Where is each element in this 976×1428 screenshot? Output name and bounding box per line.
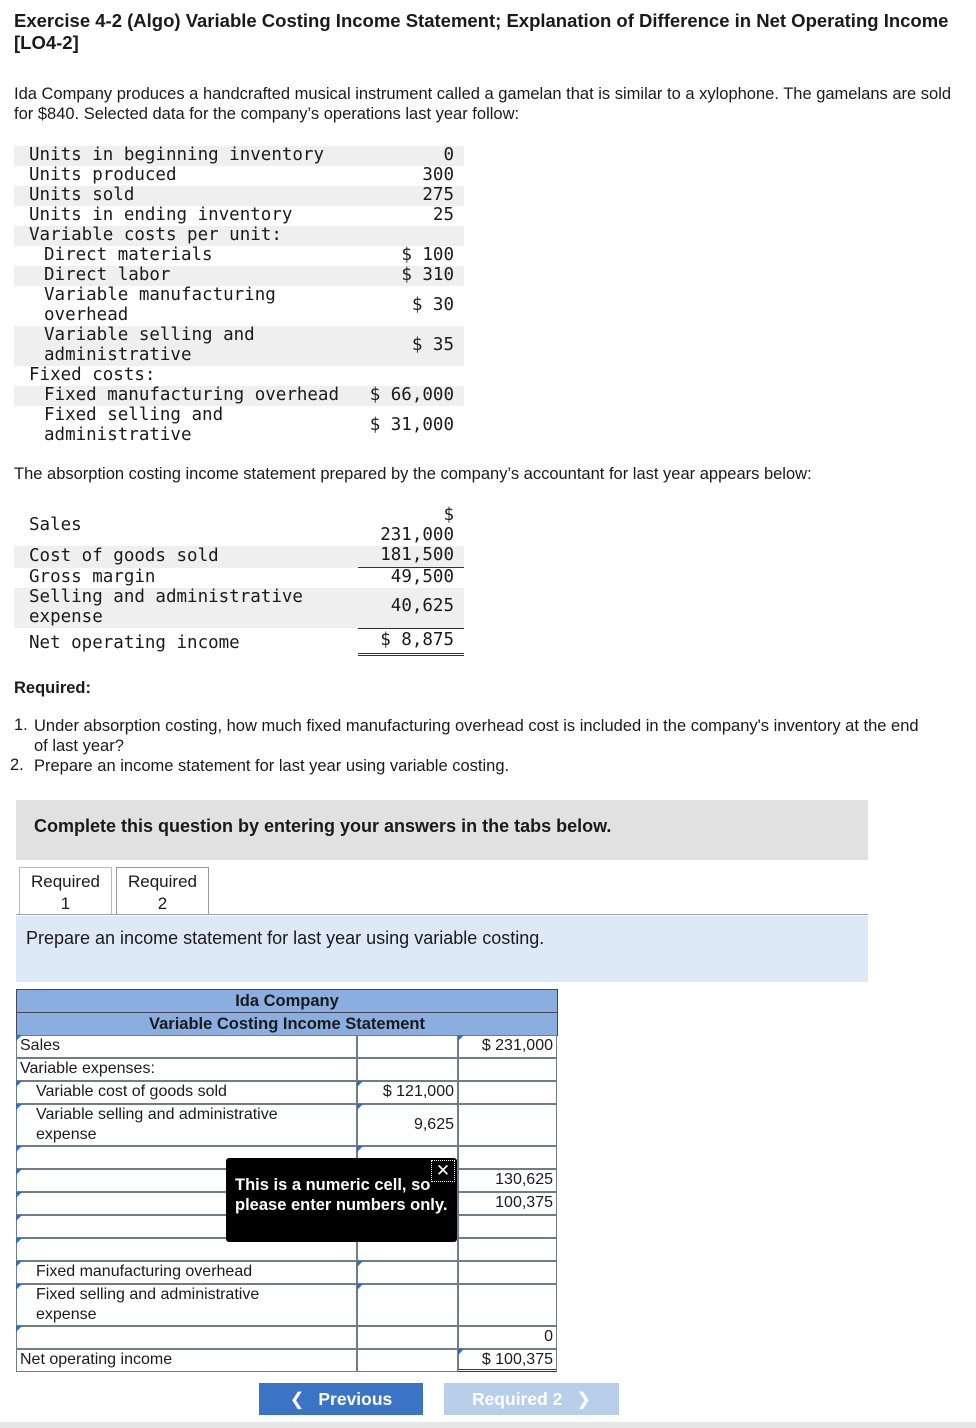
- tab-label: Required: [128, 872, 197, 891]
- data-value: 275: [422, 185, 454, 205]
- blank-cell: [357, 1058, 458, 1081]
- data-label: Variable costs per unit:: [29, 225, 282, 245]
- close-icon[interactable]: ✕: [431, 1160, 455, 1182]
- blank-cell: [458, 1081, 557, 1104]
- data-value: $ 310: [401, 265, 454, 285]
- variable-expenses-label: Variable expenses:: [16, 1058, 357, 1081]
- abs-cogs-value: 181,500: [380, 545, 454, 565]
- next-button[interactable]: [444, 1383, 619, 1415]
- data-value: 300: [422, 165, 454, 185]
- required-item: Under absorption costing, how much fixed manufacturing overhead cost is included in the company's inventory at the end of last year?: [34, 717, 919, 755]
- data-label: Variable manufacturing overhead: [44, 285, 276, 325]
- required-num: 1.: [14, 716, 28, 734]
- data-label: Direct labor: [44, 265, 171, 285]
- sales-mid-cell[interactable]: [357, 1035, 458, 1058]
- blank-cell: [357, 1326, 458, 1349]
- abs-sales-value: 231,000: [380, 525, 454, 545]
- abs-sales-dollar: $: [443, 505, 454, 525]
- tab-label: Required: [31, 872, 100, 891]
- data-label: Direct materials: [44, 245, 213, 265]
- abs-gm-label: Gross margin: [29, 567, 156, 587]
- net-operating-income-value[interactable]: $ 100,375: [458, 1349, 557, 1372]
- total-fixed-value[interactable]: 0: [458, 1326, 557, 1349]
- tab-instruction-panel: [16, 916, 868, 982]
- data-label: Units sold: [29, 185, 135, 205]
- sales-label[interactable]: Sales: [16, 1035, 357, 1058]
- chevron-left-icon: ❮: [289, 1389, 305, 1409]
- sales-value[interactable]: $ 231,000: [458, 1035, 557, 1058]
- tooltip-text: This is a numeric cell, so please enter numbers only.: [235, 1176, 448, 1214]
- data-value: $ 31,000: [369, 415, 454, 435]
- fixed-moh-label[interactable]: Fixed manufacturing overhead: [16, 1261, 357, 1284]
- data-value: 25: [432, 205, 454, 225]
- blank-cell: [458, 1238, 557, 1261]
- total-fixed-label-input[interactable]: [16, 1326, 357, 1349]
- blank-cell: [357, 1349, 458, 1372]
- data-value: 0: [443, 145, 454, 165]
- numeric-cell-tooltip: [226, 1158, 457, 1242]
- required-heading: Required:: [14, 679, 92, 697]
- variable-sa-value[interactable]: 9,625: [357, 1104, 458, 1146]
- page-bottom-border: [0, 1422, 976, 1428]
- banner-text: Complete this question by entering your answers in the tabs below.: [34, 816, 612, 836]
- data-value: $ 35: [411, 335, 454, 355]
- abs-noi-value: $ 8,875: [380, 630, 454, 650]
- blank-cell: [458, 1104, 557, 1146]
- tab-required-2[interactable]: [116, 867, 209, 915]
- tab-bar-line: [16, 914, 868, 915]
- total-variable-value[interactable]: 130,625: [458, 1169, 557, 1192]
- tab-required-1[interactable]: [19, 867, 112, 915]
- required-num: 2.: [10, 756, 24, 774]
- variable-sa-label: Variable selling and administrative expense: [36, 1106, 278, 1143]
- statement-company: Ida Company: [16, 989, 558, 1013]
- blank-cell: [458, 1146, 557, 1169]
- required-item: Prepare an income statement for last year using variable costing.: [34, 757, 510, 775]
- abs-sa-value: 40,625: [390, 596, 454, 616]
- fixed-moh-input[interactable]: [357, 1261, 458, 1284]
- statement-title: Variable Costing Income Statement: [16, 1012, 558, 1036]
- previous-label: Previous: [318, 1389, 393, 1409]
- data-value: $ 100: [401, 245, 454, 265]
- data-label: Units produced: [29, 165, 177, 185]
- blank-cell: [458, 1261, 557, 1284]
- abs-cogs-label: Cost of goods sold: [29, 546, 219, 566]
- abs-noi-label: Net operating income: [29, 633, 240, 653]
- chevron-right-icon: ❯: [576, 1389, 592, 1409]
- variable-cogs-label[interactable]: Variable cost of goods sold: [16, 1081, 357, 1104]
- data-label: Variable selling and administrative: [44, 325, 255, 365]
- abs-sales-label: Sales: [29, 515, 82, 535]
- absorption-intro: The absorption costing income statement prepared by the company’s accountant for last year appears below:: [14, 465, 812, 483]
- blank-cell: [458, 1215, 557, 1238]
- data-label: Fixed manufacturing overhead: [44, 385, 340, 405]
- intro-text: Ida Company produces a handcrafted musical instrument called a gamelan that is similar to a xylophone. The gamelans are sold for $840. Selected data for the company’s operations last year follow:: [14, 85, 952, 123]
- fixed-sa-label-cell[interactable]: [16, 1284, 357, 1326]
- instructions-banner: [16, 800, 868, 860]
- fixed-sa-label: Fixed selling and administrative expense: [36, 1286, 260, 1323]
- blank-cell: [458, 1058, 557, 1081]
- next-label: Required 2: [471, 1389, 563, 1409]
- data-label: Fixed costs:: [29, 365, 156, 385]
- tab-instruction: Prepare an income statement for last year using variable costing.: [26, 928, 545, 948]
- contribution-margin-value[interactable]: 100,375: [458, 1192, 557, 1215]
- data-label: Fixed selling and administrative: [44, 405, 224, 445]
- tab-number: 1: [60, 894, 71, 913]
- abs-sa-label: Selling and administrative expense: [29, 587, 303, 627]
- data-label: Units in beginning inventory: [29, 145, 325, 165]
- variable-sa-label-cell[interactable]: [16, 1104, 357, 1146]
- data-label: Units in ending inventory: [29, 205, 293, 225]
- data-value: $ 66,000: [369, 385, 454, 405]
- net-operating-income-label: Net operating income: [16, 1349, 357, 1372]
- previous-button[interactable]: [259, 1383, 423, 1415]
- tab-number: 2: [157, 894, 168, 913]
- data-value: $ 30: [411, 295, 454, 315]
- blank-cell: [458, 1284, 557, 1326]
- fixed-sa-input[interactable]: [357, 1284, 458, 1326]
- page-title: Exercise 4-2 (Algo) Variable Costing Income Statement; Explanation of Difference in Net Operating Income [LO4-2]: [14, 10, 949, 53]
- abs-gm-value: 49,500: [390, 567, 454, 587]
- variable-cogs-value[interactable]: $ 121,000: [357, 1081, 458, 1104]
